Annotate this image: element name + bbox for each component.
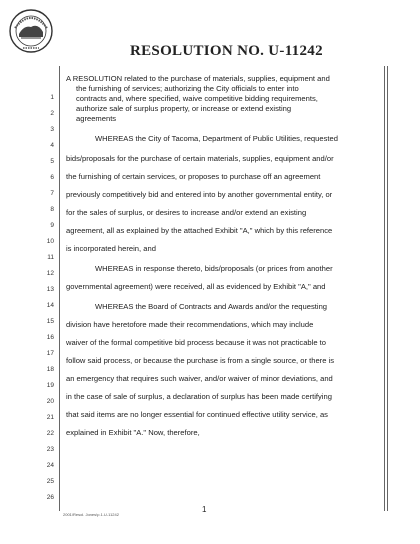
text-line: agreements: [76, 114, 117, 123]
line-number: 5: [50, 158, 54, 165]
text-line: A RESOLUTION related to the purchase of materials, supplies, equipment and: [66, 74, 330, 83]
line-number: 2: [50, 110, 54, 117]
text-line: the furnishing of services; authorizing the City officials to enter into: [76, 84, 299, 93]
line-number: 9: [50, 222, 54, 229]
text-line: bids/proposals for the purchase of certain materials, supplies, equipment and/or: [66, 154, 334, 163]
city-seal-icon: [8, 8, 54, 54]
line-number: 13: [46, 286, 54, 293]
line-number: 10: [46, 238, 54, 245]
text-line: is incorporated herein, and: [66, 244, 156, 253]
line-number: 19: [46, 382, 54, 389]
text-line: governmental agreement) were received, all as evidenced by Exhibit "A," and: [66, 282, 326, 291]
resolution-title: RESOLUTION NO. U-11242: [130, 43, 323, 59]
text-line: follow said process, or because the purchase is from a single source, or there is: [66, 356, 335, 365]
line-number: 18: [46, 366, 54, 373]
line-number: 11: [47, 254, 54, 261]
left-margin-rule: [59, 66, 60, 511]
text-line: waiver of the formal competitive bid process because it was not practicable to: [66, 338, 327, 347]
line-number: 14: [46, 302, 54, 309]
text-line: explained in Exhibit "A." Now, therefore,: [66, 428, 200, 437]
line-number: 15: [46, 318, 54, 325]
right-margin-rule: [384, 66, 385, 511]
line-number: 3: [50, 126, 54, 133]
page-number: 1: [202, 505, 207, 514]
text-line: an emergency that requires such waiver, and/or waiver of minor deviations, and: [66, 374, 333, 383]
line-number: 8: [50, 206, 54, 213]
text-line: division have heretofore made their recommendations, which may include: [66, 320, 314, 329]
text-line: contracts and, where specified, waive competitive bidding requirements,: [76, 94, 318, 103]
line-number: 20: [46, 398, 54, 405]
line-number: 22: [46, 430, 54, 437]
line-number: 23: [46, 446, 54, 453]
text-line: that said items are no longer essential for continued effective utility service, as: [66, 410, 328, 419]
line-number: 16: [46, 334, 54, 341]
line-number: 24: [46, 462, 54, 469]
line-number: 26: [46, 494, 54, 501]
line-number: 12: [46, 270, 54, 277]
line-number: 4: [50, 142, 54, 149]
footer-code: 2001\Resol. Jones\p.1.U-11242: [63, 512, 119, 517]
line-number: 7: [50, 190, 54, 197]
line-number: 1: [50, 94, 54, 101]
text-line: authorize sale of surplus property, or increase or extend existing: [76, 104, 292, 113]
right-margin-rule-double: [387, 66, 388, 511]
text-line: WHEREAS the Board of Contracts and Awards and/or the requesting: [95, 302, 328, 311]
line-number: 21: [46, 414, 54, 421]
line-number: 6: [50, 174, 54, 181]
text-line: in the case of sale of surplus, a declaration of surplus has been made certifying: [66, 392, 332, 401]
text-line: WHEREAS the City of Tacoma, Department of Public Utilities, requested: [95, 134, 338, 143]
line-number: 25: [46, 478, 54, 485]
line-number: 17: [46, 350, 54, 357]
text-line: previously competitively bid and entered into by another governmental entity, or: [66, 190, 333, 199]
text-line: agreement, all as explained by the attached Exhibit "A," which by this reference: [66, 226, 333, 235]
text-line: for the sales of surplus, or desires to increase and/or extend an existing: [66, 208, 307, 217]
text-line: WHEREAS in response thereto, bids/proposals (or prices from another: [95, 264, 333, 273]
text-line: the furnishing of certain services, or proposes to purchase off an agreement: [66, 172, 321, 181]
